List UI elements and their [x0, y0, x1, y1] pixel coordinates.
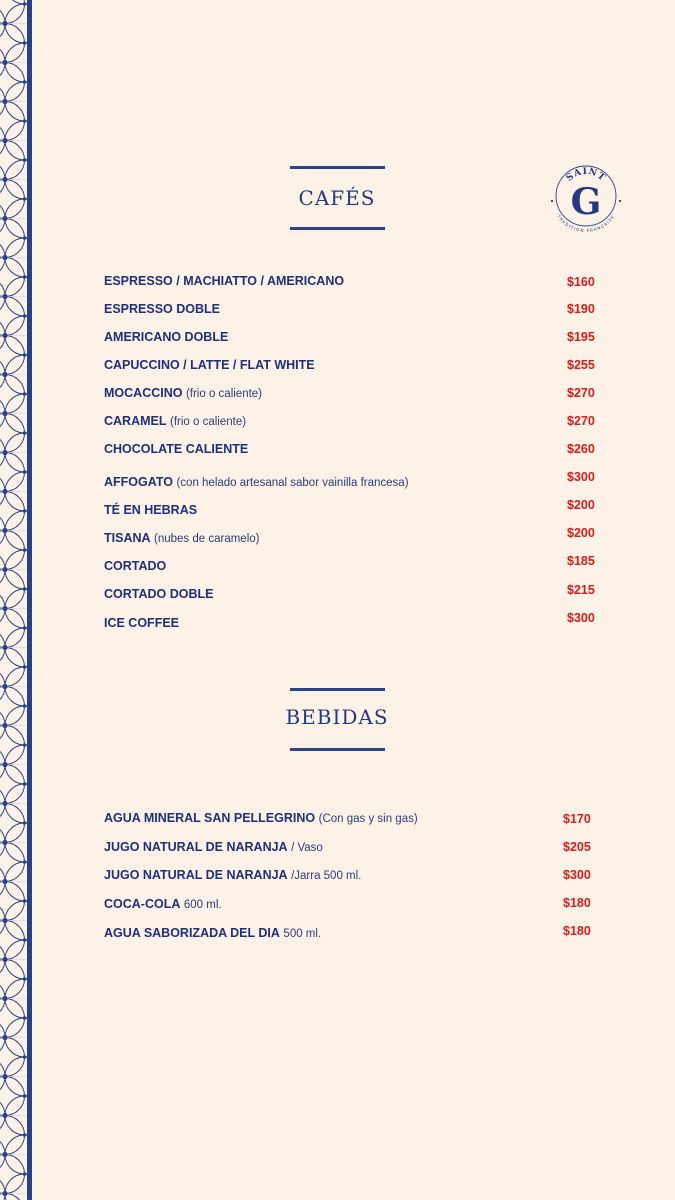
item-price: $200 — [567, 498, 595, 512]
item-price: $180 — [563, 924, 591, 938]
item-name: AMERICANO DOBLE — [104, 330, 229, 344]
item-desc: (Con gas y sin gas) — [318, 813, 418, 825]
item-name: ESPRESSO DOBLE — [104, 302, 220, 316]
logo-top-text: SAINT — [564, 166, 608, 184]
decorative-border-pattern — [0, 0, 27, 1200]
menu-item — [104, 414, 246, 428]
title-rule-top — [290, 688, 385, 691]
menu-item — [104, 840, 323, 854]
item-desc: (frio o caliente) — [185, 388, 263, 400]
title-rule-top — [290, 166, 385, 169]
item-price: $300 — [567, 470, 595, 484]
item-name: JUGO NATURAL DE NARANJA — [104, 868, 288, 882]
menu-item — [104, 386, 262, 400]
menu-item — [104, 358, 315, 372]
section-title: CAFÉS — [298, 186, 376, 210]
item-price: $300 — [563, 868, 591, 882]
item-price: $195 — [567, 330, 595, 344]
item-name: AGUA MINERAL SAN PELLEGRINO — [104, 811, 316, 825]
item-price: $255 — [567, 358, 595, 372]
item-name: CAPUCCINO / LATTE / FLAT WHITE — [104, 358, 315, 372]
logo-bottom-text: TRADITION FRANÇAISE — [556, 213, 616, 234]
title-rule-bottom — [290, 748, 385, 751]
item-name: JUGO NATURAL DE NARANJA — [104, 840, 288, 854]
item-desc: / Vaso — [291, 842, 323, 854]
menu-item — [104, 330, 228, 344]
item-name: AFFOGATO — [104, 475, 173, 489]
item-price: $215 — [567, 583, 595, 597]
decorative-border-bar — [27, 0, 32, 1200]
item-price: $270 — [567, 414, 595, 428]
logo-letter: G — [570, 181, 602, 223]
item-price: $205 — [563, 840, 591, 854]
item-name: CARAMEL — [104, 414, 167, 428]
item-price: $180 — [563, 896, 591, 910]
menu-item — [104, 897, 222, 911]
item-desc: 500 ml. — [283, 928, 322, 940]
item-price: $160 — [567, 275, 595, 289]
item-desc: /Jarra 500 ml. — [291, 870, 362, 882]
item-name: TISANA — [104, 531, 151, 545]
item-price: $300 — [567, 611, 595, 625]
saint-g-logo — [548, 158, 624, 234]
item-name: AGUA SABORIZADA DEL DIA — [104, 926, 280, 940]
section-title: BEBIDAS — [285, 705, 389, 729]
item-desc: (con helado artesanal sabor vainilla francesa) — [176, 477, 409, 489]
item-desc: (frio o caliente) — [169, 416, 247, 428]
menu-item — [104, 587, 214, 601]
title-rule-bottom — [290, 227, 385, 230]
item-name: MOCACCINO — [104, 386, 183, 400]
item-price: $190 — [567, 302, 595, 316]
menu-item — [104, 302, 220, 316]
item-name: ICE COFFEE — [104, 616, 180, 630]
item-price: $270 — [567, 386, 595, 400]
item-name: CHOCOLATE CALIENTE — [104, 442, 249, 456]
item-desc: 600 ml. — [183, 899, 222, 911]
menu-item — [104, 616, 179, 630]
menu-item — [104, 868, 361, 882]
item-name: TÉ EN HEBRAS — [104, 503, 198, 517]
menu-item — [104, 475, 409, 489]
item-name: CORTADO — [104, 559, 167, 573]
item-name: ESPRESSO / MACHIATTO / AMERICANO — [104, 274, 345, 288]
menu-item — [104, 926, 321, 940]
menu-item — [104, 811, 418, 825]
item-name: CORTADO DOBLE — [104, 587, 214, 601]
item-price: $200 — [567, 526, 595, 540]
menu-item — [104, 274, 344, 288]
menu-item — [104, 531, 260, 545]
item-desc: (nubes de caramelo) — [154, 533, 260, 545]
item-price: $185 — [567, 554, 595, 568]
menu-item — [104, 503, 197, 517]
menu-item — [104, 442, 248, 456]
menu-item — [104, 559, 166, 573]
item-price: $170 — [563, 812, 591, 826]
item-price: $260 — [567, 442, 595, 456]
item-name: COCA-COLA — [104, 897, 181, 911]
